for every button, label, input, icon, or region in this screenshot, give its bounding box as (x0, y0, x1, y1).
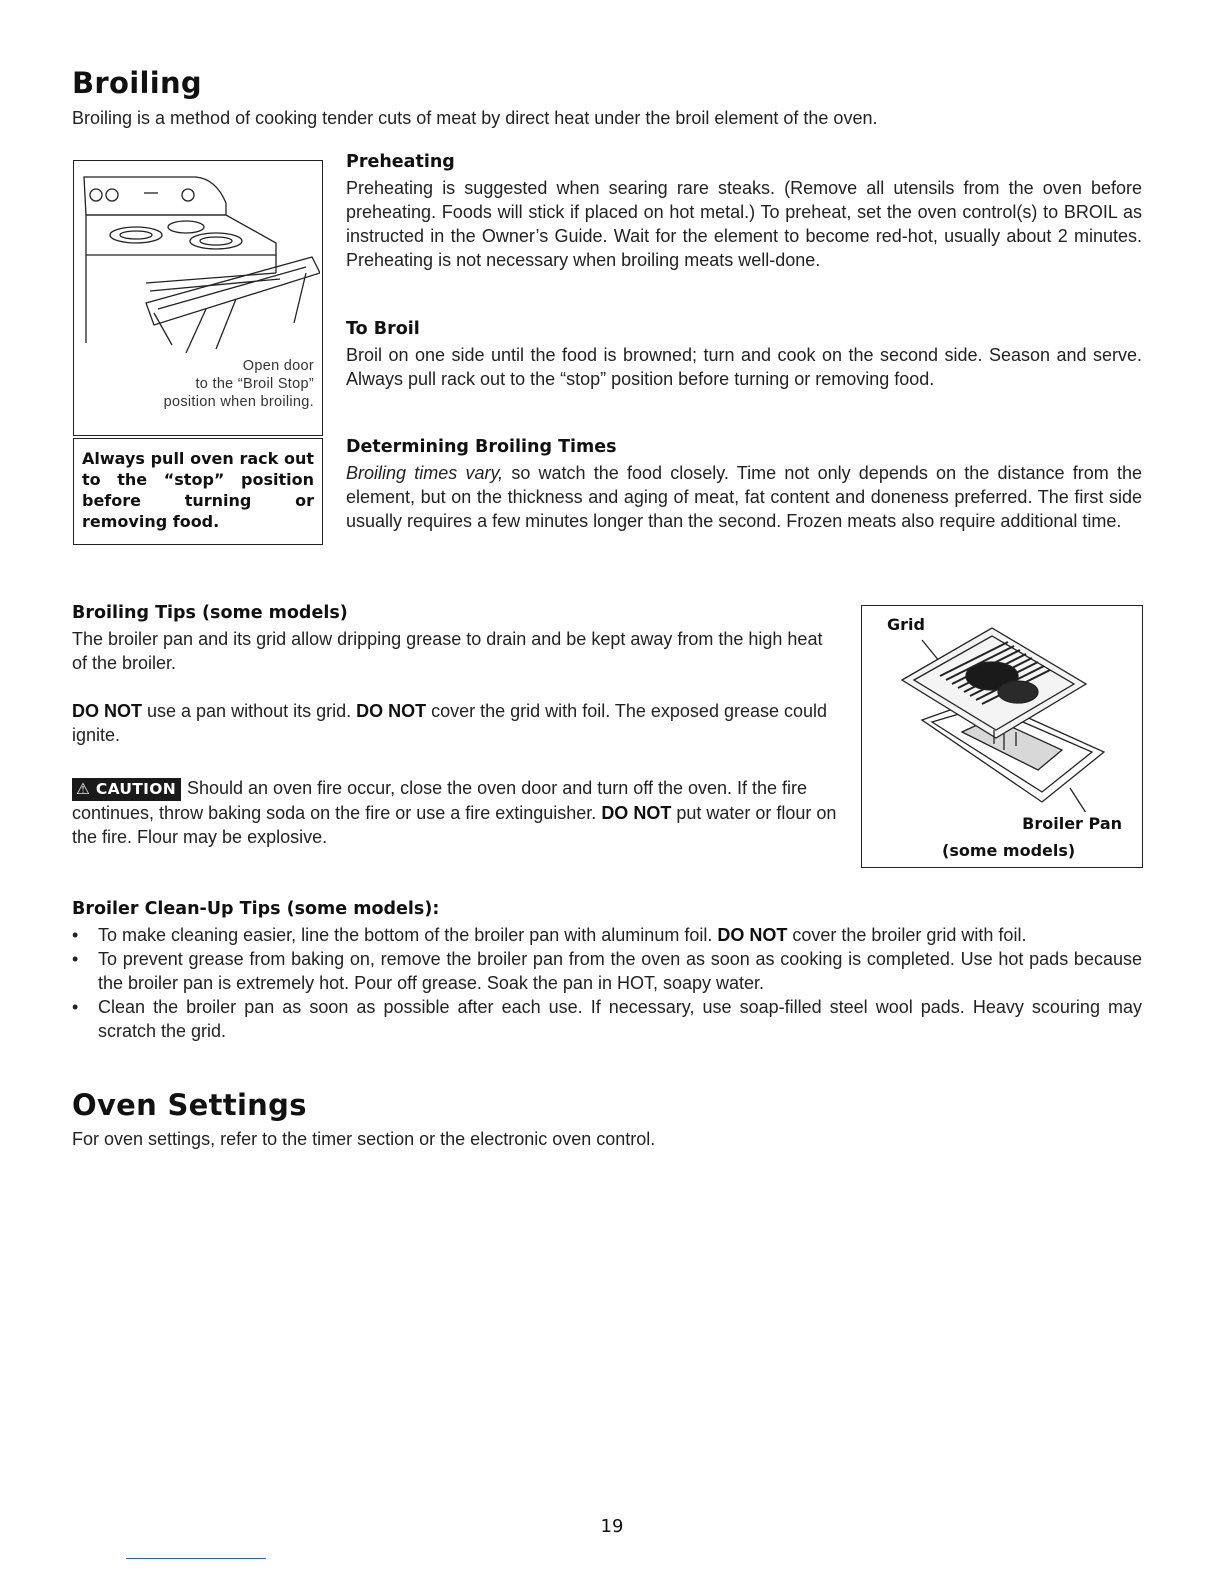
caption-line: position when broiling. (163, 394, 314, 410)
caution-label: CAUTION (95, 780, 176, 798)
grid-label: Grid (887, 615, 925, 634)
range-figure-caption (84, 357, 314, 411)
to-broil-text: Broil on one side until the food is browned; turn and cook on the second side. Season and serve. Always pull rack out to the “stop” position before turning or removing food. (346, 345, 1142, 389)
heading-cleanup-tips: Broiler Clean-Up Tips (some models): (72, 899, 440, 919)
cleanup-list (72, 923, 1142, 1043)
caution-text: put water or flour on the fire. Flour may be explosive. (72, 803, 837, 847)
broiling-times-lead: Broiling times vary, (346, 463, 504, 483)
page-number: 19 (600, 1516, 624, 1537)
broiler-pan-illustration (892, 620, 1122, 812)
heading-to-broil: To Broil (346, 319, 420, 339)
broiler-pan-label: Broiler Pan (1022, 814, 1122, 833)
cleanup-text: To make cleaning easier, line the bottom of the broiler pan with aluminum foil. (98, 925, 718, 945)
list-item: • To prevent grease from baking on, remove the broiler pan from the oven as soon as cooking is completed. Use hot pads because the broiler pan is extremely hot. Pour off grease. Soak the pan in HOT, soapy water. (72, 947, 1142, 995)
broiler-pan-figure-box (861, 605, 1143, 868)
do-not-warning: DO NOT (601, 803, 672, 823)
caption-line: to the “Broil Stop” (195, 376, 314, 392)
warning-triangle-icon: ⚠ (76, 780, 91, 798)
broiling-times-body: so watch the food closely. Time not only depends on the distance from the element, but on the thickness and aging of meat, fat content and doneness preferred. The first side usually requires a few minutes longer than the second. Frozen meats also require additional time. (346, 463, 1142, 531)
broiling-times-text (346, 461, 1142, 533)
caution-badge (72, 778, 181, 801)
range-illustration (76, 163, 320, 353)
caption-line: Open door (242, 358, 314, 374)
oven-settings-text: For oven settings, refer to the timer section or the electronic oven control. (72, 1129, 656, 1149)
caution-paragraph (72, 776, 842, 849)
footer-rule (126, 1558, 266, 1559)
list-item (72, 923, 1142, 947)
cleanup-text: cover the broiler grid with foil. (787, 925, 1027, 945)
heading-broiling-times: Determining Broiling Times (346, 437, 617, 457)
heading-preheating: Preheating (346, 152, 455, 172)
broiler-pan-sublabel: (some models) (942, 841, 1076, 860)
do-not-warning: DO NOT (356, 701, 427, 721)
do-not-warning: DO NOT (717, 925, 788, 945)
broiling-intro: Broiling is a method of cooking tender cuts of meat by direct heat under the broil element of the oven. (72, 108, 878, 128)
note-box (73, 438, 323, 545)
tips-text: use a pan without its grid. (142, 701, 357, 721)
list-item: • Clean the broiler pan as soon as possible after each use. If necessary, use soap-filled steel wool pads. Heavy scouring may scratch the grid. (72, 995, 1142, 1043)
note-text: Always pull oven rack out to the “stop” position before turning or removing food. (82, 449, 314, 531)
tips-text: cover the grid with foil. The exposed grease could ignite. (72, 701, 828, 745)
tips-paragraph-2 (72, 699, 842, 747)
range-figure-box (73, 160, 323, 436)
caution-text: Should an oven fire occur, close the oven door and turn off the oven. If the fire continues, throw baking soda on the fire or use a fire extinguisher. (72, 778, 808, 823)
section-title-broiling: Broiling (72, 66, 202, 100)
section-title-oven-settings: Oven Settings (72, 1088, 307, 1122)
preheating-text: Preheating is suggested when searing rare steaks. (Remove all utensils from the oven before preheating. Foods will stick if placed on hot metal.) To preheat, set the oven control(s) to BROIL as instructed in the Owner’s Guide. Wait for the element to become red-hot, usually about 2 minutes. Preheating is not necessary when broiling meats well-done. (346, 178, 1142, 270)
heading-broiling-tips: Broiling Tips (some models) (72, 603, 348, 623)
tips-paragraph-1: The broiler pan and its grid allow dripping grease to drain and be kept away from the high heat of the broiler. (72, 629, 823, 673)
do-not-warning: DO NOT (72, 701, 142, 721)
